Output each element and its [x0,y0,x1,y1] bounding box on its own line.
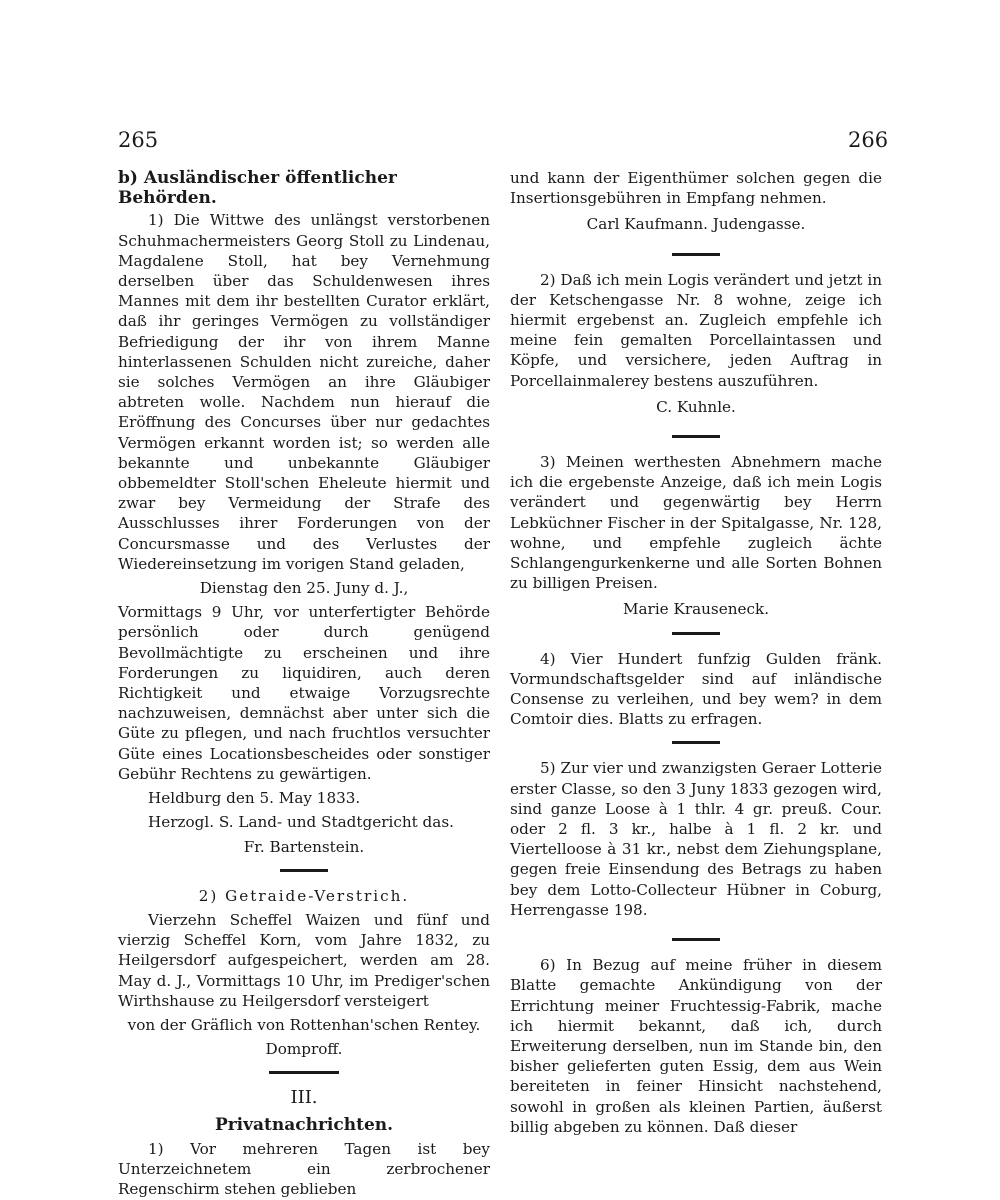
signature-kaufmann: Carl Kaufmann. Judengasse. [586,215,806,234]
notice-stoll-concurs: 1) Die Wittwe des unlängst verstorbenen Schuhmachermeisters Georg Stoll zu Lindenau, Magdalene Stoll, hat bey Vernehmung derselben über das Schuldenwesen ihres Mannes mit dem ihr bestellten Curator erklärt, daß ihr geringes Vermögen zu vollständiger Befriedigung der ihr von ihrem Manne hinterlassenen Schulden nicht zureiche, daher sie solches Vermögen an ihre Gläubiger abtreten wolle. Nachdem nun hierauf die Eröffnung des Concurses über nur gedachtes Vermögen erkannt worden ist; so werden alle bekannte und unbekannte Gläubiger obbemeldter Stoll'schen Eheleute hiermit und zwar bey Vermeidung der Strafe des Ausschlusses ihrer Forderungen von der Concursmasse und des Verlustes der Wiedereinsetzung im vorigen Stand geladen, [118,211,490,573]
section-title-private-news: Privatnachrichten. [214,1114,394,1135]
notice-date-line: Dienstag den 25. Juny d. J., [199,579,409,598]
page-number-left: 265 [118,128,159,152]
section-number: III. [290,1087,318,1109]
private-notice-3: 3) Meinen werthesten Abnehmern mache ich die ergebenste Anzeige, daß ich mein Logis verändert und gegenwärtig bey Herrn Lebküchner Fischer in der Spitalgasse, Nr. 128, wohne, und empfehle zugleich ächte Schlangengurkenkerne und alle Sorten Bohnen zu billigen Preisen. [510,453,882,593]
private-notice-1-continued: und kann der Eigenthümer solchen gegen die Insertionsgebühren in Empfang nehmen. [510,169,882,208]
notice-place-date: Heldburg den 5. May 1833. [148,789,361,808]
private-notice-5: 5) Zur vier und zwanzigsten Geraer Lotterie erster Classe, so den 3 Juny 1833 gezogen wird, sind ganze Loose à 1 thlr. 4 gr. preuß. Cour. oder 2 fl. 3 kr., halbe à 1 fl. 2 kr. und Viertelloose à 31 kr., nebst dem Ziehungsplane, gegen freie Einsendung des Betrags zu haben bey dem Lotto-Collecteur Hübner in Coburg, Herrengasse 198. [510,759,882,919]
notice-continuation: Vormittags 9 Uhr, vor unterfertigter Behörde persönlich oder durch genügend Bevollmächtigte zu erscheinen und ihre Forderungen zu liquidiren, auch deren Richtigkeit und etwaige Vorzugsrechte nachzuweisen, demnächst aber unter sich die Güte zu pflegen, und nach fruchtlos versuchter Güte eines Locationsbescheides oder sonstiger Gebühr Rechtens zu gewärtigen. [118,603,490,783]
left-column [118,168,490,1199]
item-2-text: Vierzehn Scheffel Waizen und fünf und vierzig Scheffel Korn, vom Jahre 1832, zu Heilgersdorf aufgespeichert, werden am 28. May d. J., Vormittags 10 Uhr, im Prediger'schen Wirthshause zu Heilgersdorf versteigert [118,910,490,1010]
divider [269,1071,339,1074]
divider [672,741,720,744]
divider [672,938,720,941]
divider [672,253,720,256]
signature-krauseneck: Marie Krauseneck. [622,600,770,619]
signature-kuhnle: C. Kuhnle. [656,397,736,416]
divider [672,435,720,438]
notice-court: Herzogl. S. Land- und Stadtgericht das. [148,813,454,832]
notice-signature: Fr. Bartenstein. [243,837,365,856]
item-2-authority: von der Gräflich von Rottenhan'schen Rentey. [127,1015,481,1034]
right-column [510,168,882,1137]
divider [672,632,720,635]
item-2-signature: Domproff. [265,1040,343,1059]
private-notice-2: 2) Daß ich mein Logis verändert und jetzt in der Ketschengasse Nr. 8 wohne, zeige ich hiermit ergebenst an. Zugleich empfehle ich meine fein gemalten Porcellaintassen und Köpfe, und versichere, jeden Auftrag in Porcellainmalerey bestens auszuführen. [510,270,882,390]
item-2-title: 2) Getraide-Verstrich. [198,886,410,905]
private-notice-1: 1) Vor mehreren Tagen ist bey Unterzeichnetem ein zerbrochener Regenschirm stehen geblieben [118,1139,490,1199]
page-number-right: 266 [848,128,889,152]
section-heading-foreign-authorities: b) Ausländischer öffentlicher Behörden. [118,168,397,209]
private-notice-6: 6) In Bezug auf meine früher in diesem Blatte gemachte Ankündigung von der Errichtung meiner Fruchtessig-Fabrik, mache ich hiermit bekannt, daß ich, durch Erweiterung derselben, nun im Stande bin, den bisher gelieferten guten Essig, dem aus Wein bereiteten in feiner Hinsicht nachstehend, sowohl in großen als kleinen Partien, äußerst billig abgeben zu können. Daß dieser [510,956,882,1136]
private-notice-4: 4) Vier Hundert funfzig Gulden fränk. Vormundschaftsgelder sind auf inländische Consense zu verleihen, und bey wem? in dem Comtoir dies. Blatts zu erfragen. [510,649,882,729]
divider [280,869,328,872]
